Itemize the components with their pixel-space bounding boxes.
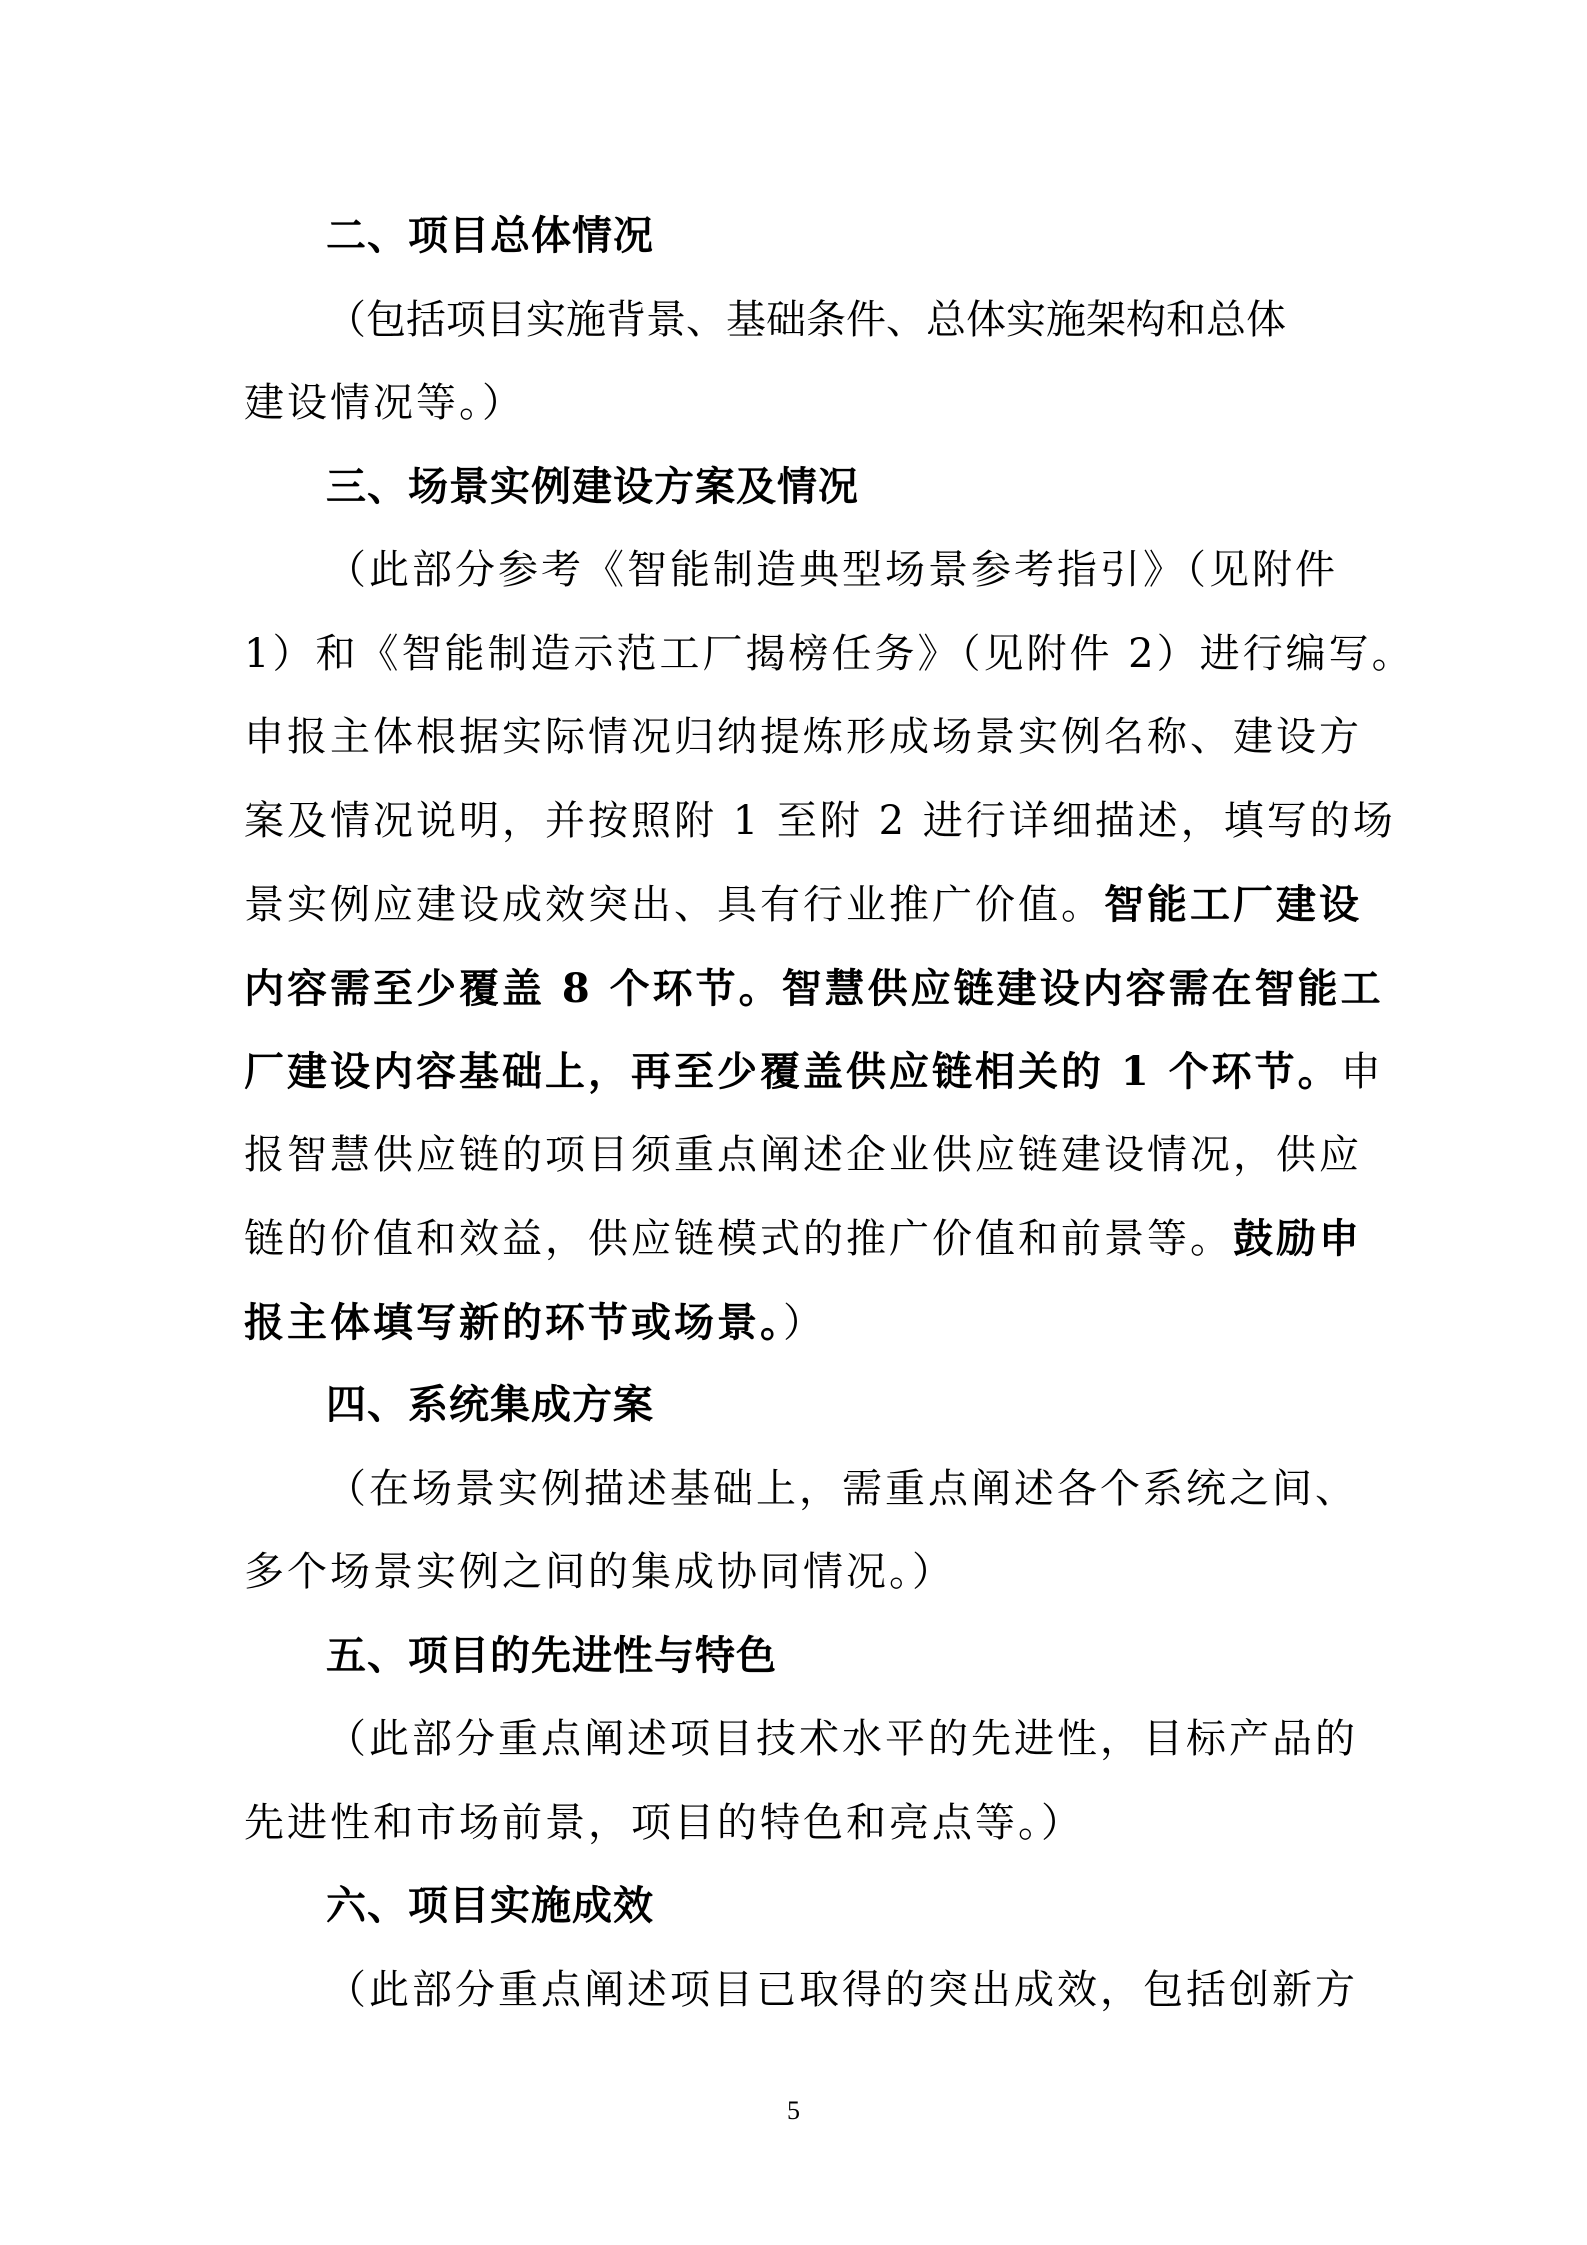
bold-text-run: 报主体填写新的环节或场景。: [244, 1298, 783, 1346]
paragraph-line: 报智慧供应链的项目须重点阐述企业供应链建设情况，供应: [244, 1131, 1362, 1178]
paragraph-line: [244, 1281, 1354, 1365]
text-run: ）: [783, 1299, 826, 1346]
paragraph-line: （在场景实例描述基础上，需重点阐述各个系统之间、: [326, 1465, 1358, 1512]
section-heading-five: 五、项目的先进性与特色: [326, 1632, 777, 1679]
paragraph-line: （此部分参考《智能制造典型场景参考指引》（见附件: [326, 547, 1338, 593]
bold-text-run: 鼓励申: [1233, 1215, 1362, 1262]
paragraph-line: 申报主体根据实际情况归纳提炼形成场景实例名称、建设方: [244, 714, 1362, 760]
text-run: 申: [1340, 1049, 1384, 1095]
page-content: [244, 195, 1415, 2032]
paragraph-line: 案及情况说明，并按照附 1 至附 2 进行详细描述，填写的场: [244, 797, 1396, 844]
bold-text-run: 厂建设内容基础上，再至少覆盖供应链相关的 1 个环节。: [244, 1048, 1341, 1095]
paragraph-line: [244, 1197, 1362, 1281]
paragraph-line: 1）和《智能制造示范工厂揭榜任务》（见附件 2）进行编写。: [244, 630, 1415, 677]
text-run: 景实例应建设成效突出、具有行业推广价值。: [244, 882, 1104, 928]
section-heading-two: 二、项目总体情况: [326, 213, 654, 259]
paragraph-line: [244, 279, 1354, 363]
paragraph-line: [244, 1030, 1384, 1114]
text-run: 链的价值和效益，供应链模式的推广价值和前景等。: [244, 1216, 1233, 1262]
paragraph-line: 先进性和市场前景，项目的特色和亮点等。）: [244, 1799, 1084, 1846]
paragraph-line: 多个场景实例之间的集成协同情况。）: [244, 1549, 955, 1595]
section-heading-six: 六、项目实施成效: [326, 1883, 654, 1929]
page-number: 5: [787, 2096, 800, 2125]
text-run: （包括项目实施背景、基础条件、总体实施架构和总体: [326, 296, 1286, 343]
paragraph-line: （此部分重点阐述项目已取得的突出成效，包括创新方: [326, 1966, 1358, 2013]
paragraph-line: [244, 863, 1362, 947]
section-heading-four: 四、系统集成方案: [326, 1382, 654, 1428]
section-heading-three: 三、场景实例建设方案及情况: [326, 463, 859, 510]
paragraph-line: 建设情况等。）: [244, 380, 525, 426]
paragraph-line: （此部分重点阐述项目技术水平的先进性，目标产品的: [326, 1716, 1358, 1762]
bold-text-run: 智能工厂建设: [1104, 881, 1362, 928]
paragraph-line-bold: 内容需至少覆盖 8 个环节。智慧供应链建设内容需在智能工: [244, 964, 1384, 1012]
